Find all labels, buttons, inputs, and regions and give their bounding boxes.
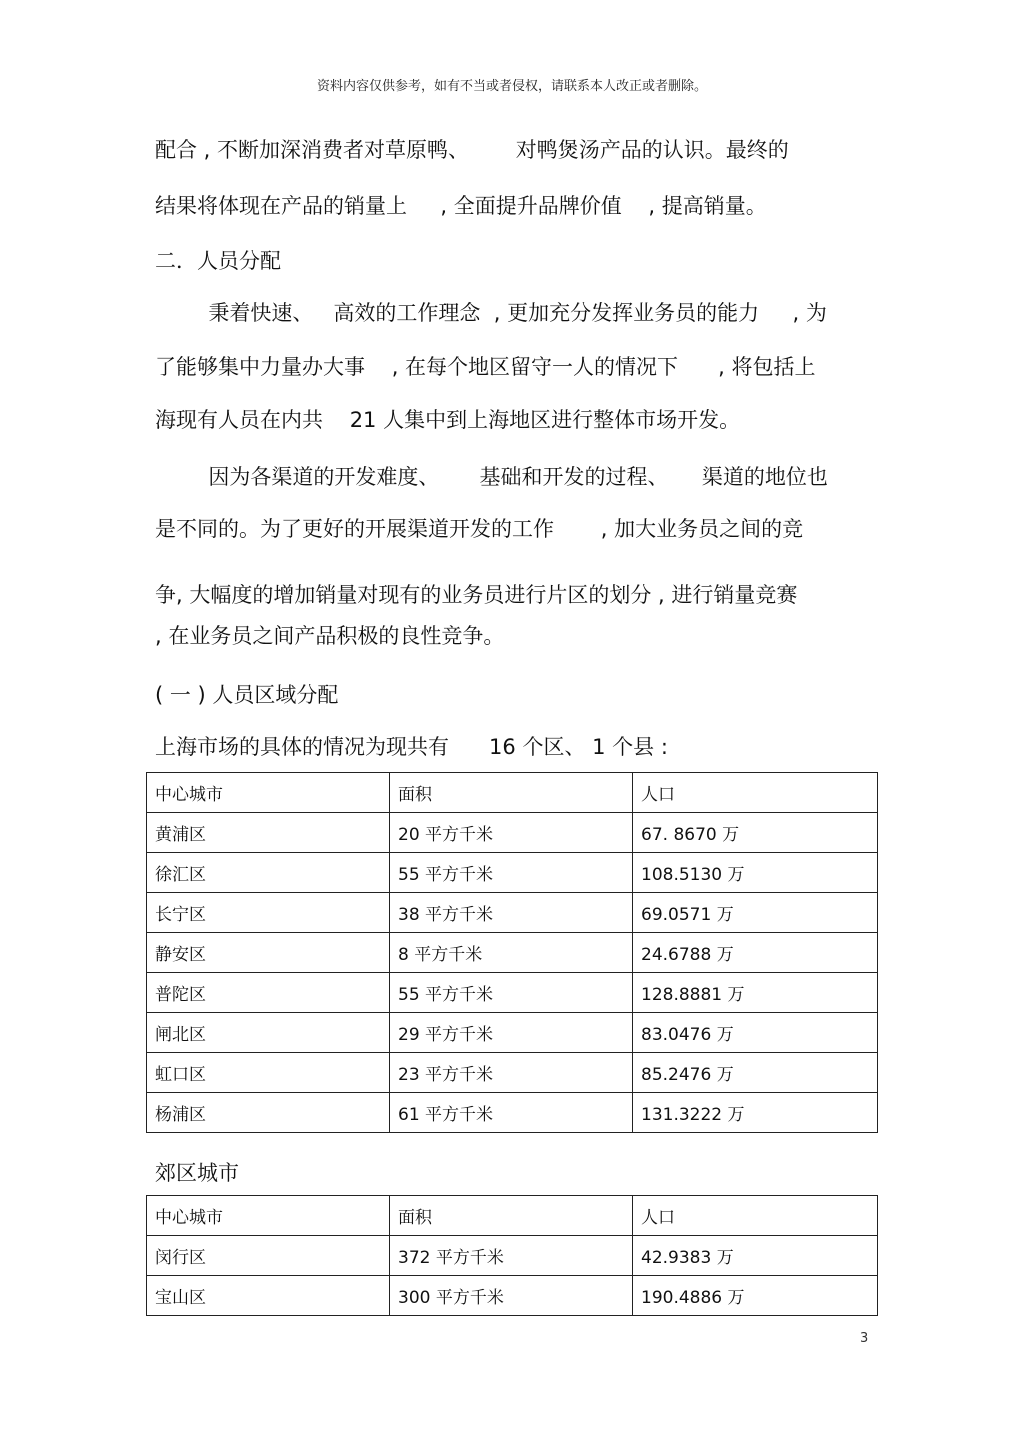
table-row [147,1276,878,1316]
district-cell: 黄浦区 [147,813,390,853]
population-cell: 131.3222 万 [633,1093,878,1133]
suburban-districts-table [146,1195,878,1316]
suburb-caption: 郊区城市 [155,1161,239,1185]
population-cell: 42.9383 万 [633,1236,878,1276]
disclaimer-header: 资料内容仅供参考，如有不当或者侵权，请联系本人改正或者删除。 [316,79,707,94]
district-cell: 虹口区 [147,1053,390,1093]
table-row [147,933,878,973]
table-row [147,813,878,853]
table-row [147,853,878,893]
district-cell: 长宁区 [147,893,390,933]
district-cell: 闵行区 [147,1236,390,1276]
body-line-2: 结果将体现在产品的销量上 , 全面提升品牌价值 , 提高销量。 [155,194,767,218]
page-number: 3 [860,1331,869,1346]
central-districts-table [146,772,878,1133]
table-row [147,1093,878,1133]
population-cell: 67. 8670 万 [633,813,878,853]
body-line-7: 因为各渠道的开发难度、 基础和开发的过程、 渠道的地位也 [155,465,828,489]
body-line-1: 配合 , 不断加深消费者对草原鸭、 对鸭煲汤产品的认识。最终的 [155,138,789,162]
area-cell: 372 平方千米 [390,1236,633,1276]
header-cell-area: 面积 [390,773,633,813]
body-line-10: , 在业务员之间产品积极的良性竞争。 [155,624,505,648]
area-cell: 23 平方千米 [390,1053,633,1093]
table-header-row [147,1196,878,1236]
district-cell: 普陀区 [147,973,390,1013]
district-cell: 徐汇区 [147,853,390,893]
population-cell: 83.0476 万 [633,1013,878,1053]
section-heading-staffing: 二．人员分配 [155,249,281,273]
district-cell: 杨浦区 [147,1093,390,1133]
body-line-4: 秉着快速、 高效的工作理念 , 更加充分发挥业务员的能力 , 为 [155,301,827,325]
header-cell-city: 中心城市 [147,1196,390,1236]
table-row [147,1236,878,1276]
body-line-8: 是不同的。为了更好的开展渠道开发的工作 , 加大业务员之间的竞 [155,517,804,541]
area-cell: 20 平方千米 [390,813,633,853]
area-cell: 38 平方千米 [390,893,633,933]
area-cell: 61 平方千米 [390,1093,633,1133]
district-cell: 宝山区 [147,1276,390,1316]
table-row [147,1013,878,1053]
subsection-heading-region: ( 一 ) 人员区域分配 [155,683,339,707]
population-cell: 69.0571 万 [633,893,878,933]
header-cell-area: 面积 [390,1196,633,1236]
body-line-9: 争, 大幅度的增加销量对现有的业务员进行片区的划分 , 进行销量竞赛 [155,583,798,607]
header-cell-city: 中心城市 [147,773,390,813]
table-row [147,973,878,1013]
area-cell: 300 平方千米 [390,1276,633,1316]
table-intro-line: 上海市场的具体的情况为现共有 16 个区、 1 个县 : [155,735,668,759]
table-row [147,1053,878,1093]
population-cell: 128.8881 万 [633,973,878,1013]
district-cell: 闸北区 [147,1013,390,1053]
area-cell: 8 平方千米 [390,933,633,973]
area-cell: 29 平方千米 [390,1013,633,1053]
table-row [147,893,878,933]
area-cell: 55 平方千米 [390,973,633,1013]
population-cell: 108.5130 万 [633,853,878,893]
body-line-6: 海现有人员在内共 21 人集中到上海地区进行整体市场开发。 [155,408,741,432]
body-line-5: 了能够集中力量办大事 , 在每个地区留守一人的情况下 , 将包括上 [155,355,816,379]
area-cell: 55 平方千米 [390,853,633,893]
population-cell: 85.2476 万 [633,1053,878,1093]
population-cell: 190.4886 万 [633,1276,878,1316]
population-cell: 24.6788 万 [633,933,878,973]
header-cell-population: 人口 [633,1196,878,1236]
table-header-row [147,773,878,813]
district-cell: 静安区 [147,933,390,973]
header-cell-population: 人口 [633,773,878,813]
